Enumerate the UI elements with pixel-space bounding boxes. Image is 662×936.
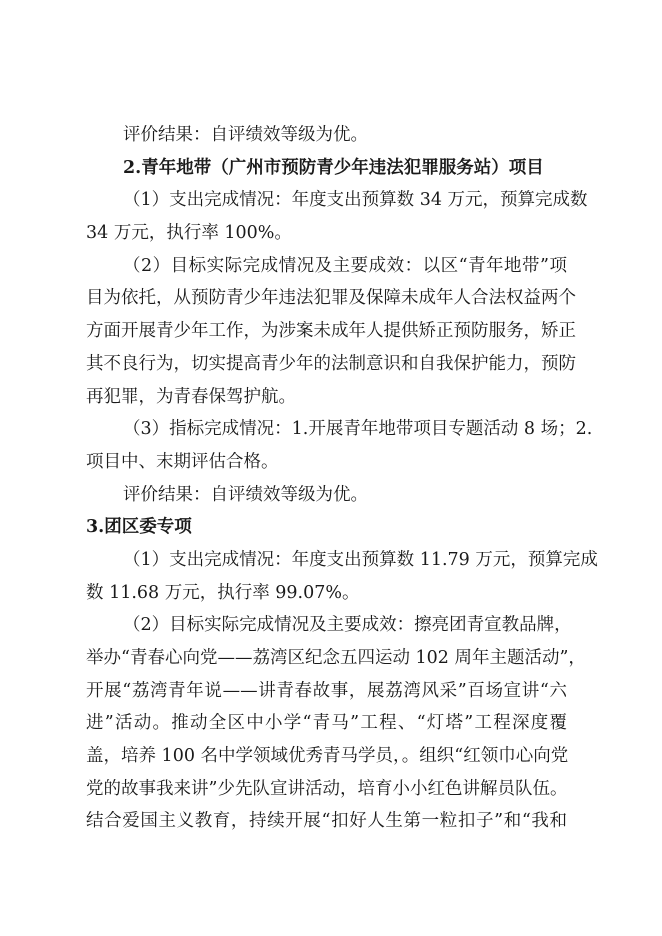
- text-line: 项目中、末期评估合格。: [86, 451, 279, 472]
- text-line: 进”活动。推动全区中小学“青马”工程、“灯塔”工程深度覆: [86, 713, 567, 734]
- text-line: 盖，培养 100 名中学领域优秀青马学员，。组织“红领巾心向党: [86, 746, 569, 767]
- text-line: 党的故事我来讲”少先队宣讲活动，培育小小红色讲解员队伍。: [86, 778, 568, 799]
- text-line: （1）支出完成情况：年度支出预算数 34 万元，预算完成数: [123, 190, 588, 211]
- section-heading: 2.青年地带（广州市预防青少年违法犯罪服务站）项目: [123, 157, 544, 178]
- text-line: 评价结果：自评绩效等级为优。: [123, 125, 368, 145]
- text-line: 再犯罪，为青春保驾护航。: [86, 386, 296, 407]
- text-line: （2）目标实际完成情况及主要成效：以区“青年地带”项: [123, 255, 567, 276]
- text-line: 数 11.68 万元，执行率 99.07%。: [86, 582, 360, 603]
- text-line: 开展“荔湾青年说——讲青春故事，展荔湾风采”百场宣讲“六: [86, 680, 567, 701]
- text-line: 方面开展青少年工作，为涉案未成年人提供矫正预防服务，矫正: [86, 321, 576, 342]
- text-line: 34 万元，执行率 100%。: [86, 223, 292, 244]
- text-line: 举办“青春心向党——荔湾区纪念五四运动 102 周年主题活动”，: [86, 648, 586, 668]
- text-line: （3）指标完成情况：1.开展青年地带项目专题活动 8 场；2.: [123, 419, 593, 440]
- text-line: 其不良行为，切实提高青少年的法制意识和自我保护能力，预防: [86, 353, 576, 374]
- text-line: 结合爱国主义教育，持续开展“扣好人生第一粒扣子”和“我和: [86, 811, 567, 832]
- text-line: （2）目标实际完成情况及主要成效：擦亮团青宣教品牌，: [123, 615, 572, 636]
- document-body: [86, 119, 598, 838]
- text-line: 目为依托，从预防青少年违法犯罪及保障未成年人合法权益两个: [86, 288, 576, 309]
- text-line: （1）支出完成情况：年度支出预算数 11.79 万元，预算完成: [123, 549, 598, 570]
- section-heading: 3.团区委专项: [86, 517, 192, 538]
- text-line: 评价结果：自评绩效等级为优。: [123, 484, 368, 505]
